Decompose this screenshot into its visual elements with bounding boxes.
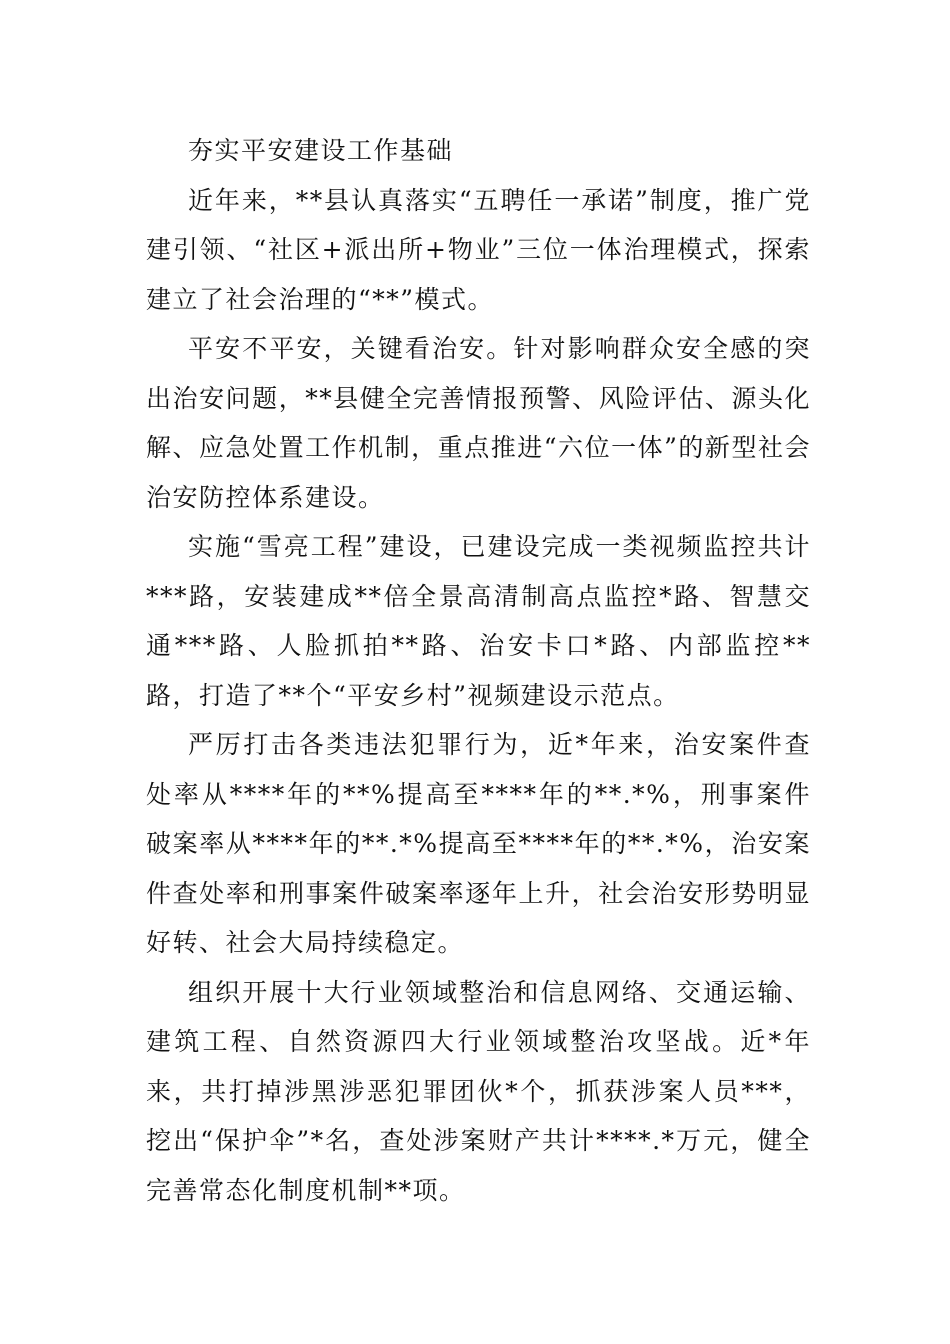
section-heading: 夯实平安建设工作基础 xyxy=(188,136,454,165)
paragraph-governance-model: 近年来，**县认真落实“五聘任一承诺”制度，推广党建引领、“社区+派出所+物业”三位一体治理模式，探索建立了社会治理的“**”模式。 xyxy=(146,185,811,314)
paragraph-industry-rectification: 组织开展十大行业领域整治和信息网络、交通运输、建筑工程、自然资源四大行业领域整治攻坚战。近*年来，共打掉涉黑涉恶犯罪团伙*个，抓获涉案人员***，挖出“保护伞”*名，查处涉案财产共计****.*万元，健全完善常态化制度机制**项。 xyxy=(146,977,811,1205)
paragraph-public-security: 平安不平安，关键看治安。针对影响群众安全感的突出治安问题，**县健全完善情报预警、风险评估、源头化解、应急处置工作机制，重点推进“六位一体”的新型社会治安防控体系建设。 xyxy=(146,334,811,512)
paragraph-sharp-eyes-project: 实施“雪亮工程”建设，已建设完成一类视频监控共计***路，安装建成**倍全景高清制高点监控*路、智慧交通***路、人脸抓拍**路、治安卡口*路、内部监控**路，打造了**个“平安乡村”视频建设示范点。 xyxy=(146,532,811,710)
document-body xyxy=(146,126,811,1215)
paragraph-crime-crackdown: 严厉打击各类违法犯罪行为，近*年来，治安案件查处率从****年的**%提高至****年的**.*%，刑事案件破案率从****年的**.*%提高至****年的**.*%，治安案件查处率和刑事案件破案率逐年上升，社会治安形势明显好转、社会大局持续稳定。 xyxy=(146,730,811,957)
